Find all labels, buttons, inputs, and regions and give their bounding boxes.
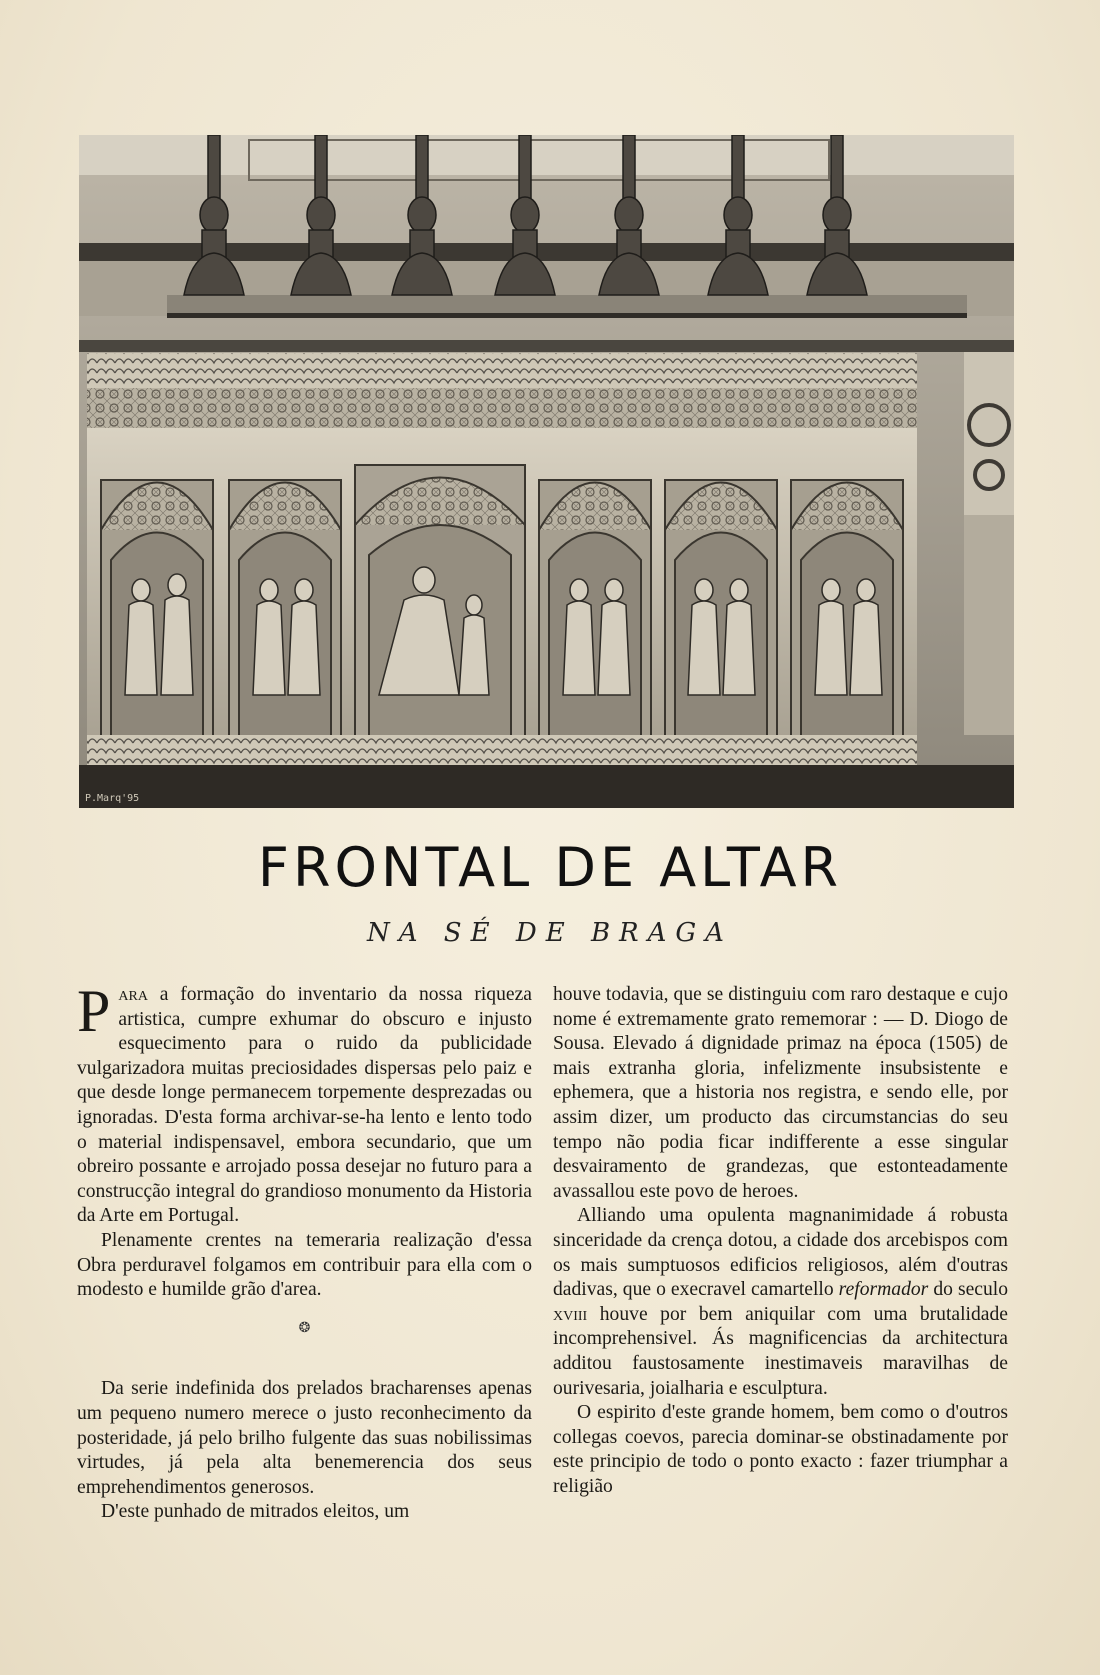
- paragraph-4: D'este punhado de mitrados eleitos, um: [101, 1501, 410, 1523]
- paragraph-intro: [77, 978, 532, 1229]
- altar-frontal-photograph: [79, 135, 1014, 808]
- intro-smallcaps: ara: [118, 984, 148, 1005]
- paragraph-3: Da serie indefinida dos prelados bracharenses apenas um pequeno numero merece o justo reconhecimento da posteridade, já pelo brilho fulgente das suas nobilissimas virtudes, já pela alta benemerencia dos seus emprehendimentos generosos.: [77, 1378, 532, 1498]
- intro-text: a formação do inventario da nossa riqueza artistica, cumpre exhumar do obscuro e injusto esquecimento para o ruido da publicidade vulgarizadora muitas preciosidades dispersas pelo paiz e que desde longe permanecem torpemente desprezadas ou ignoradas. D'esta forma archivar-se-ha lento e lento todo o material indispensavel, embora secundario, que um obreiro possante e arrojado possa desejar no futuro para a construcção integral do grandioso monumento da Historia da Arte em Portugal.: [77, 984, 532, 1227]
- article-subtitle: NA SÉ DE BRAGA: [367, 918, 733, 948]
- article-title: FRONTAL DE ALTAR: [257, 836, 843, 899]
- section-ornament: ❂: [298, 1320, 311, 1336]
- century-numeral: xviii: [553, 1303, 588, 1325]
- paragraph-alliando: [553, 1204, 1008, 1401]
- engraver-signature: P.Marq'95: [85, 793, 140, 804]
- alliando-text-b: do seculo: [928, 1279, 1009, 1301]
- paragraph-2: Plenamente crentes na temeraria realização d'essa Obra perduravel folgamos em contribuir para ella com o modesto e humilde grão d'area.: [77, 1229, 532, 1301]
- altar-illustration: [79, 135, 1014, 808]
- alliando-text-c: houve por bem aniquilar com uma brutalidade incomprehensivel. Ás magnificencias da architectura additou faustosamente inestimaveis maravilhas de ourivesaria, joialharia e esculptura.: [553, 1303, 1008, 1399]
- paragraph-continued: houve todavia, que se distinguiu com raro destaque e cujo nome é extremamente grato rememorar : — D. Diogo de Sousa. Elevado á dignidade primaz na época (1505) de mais extranha gloria, infelizmente insubsistente e ephemera, que a historia nos registra, e sendo elle, por assim dizer, um producto das circumstancias do seu tempo não podia ficar indifferente a esse singular desvairamento de grandezas, que estonteadamente avassallou este povo de heroes.: [553, 984, 1008, 1202]
- right-column: [553, 983, 1008, 1499]
- paragraph-espirito: O espirito d'este grande homem, bem como o d'outros collegas coevos, parecia dominar-se obstinadamente por este principio de todo o ponto exacto : fazer triumphar a religião: [553, 1402, 1008, 1497]
- alliando-text-a: Alliando uma opulenta magnanimidade á robusta sinceridade da crença dotou, a cidade dos arcebispos com os mais sumptuosos edificios religiosos, além d'outras dadivas, que o execravel camartello: [553, 1205, 1008, 1301]
- left-column: [77, 978, 532, 1525]
- alliando-emphasis: reformador: [838, 1279, 929, 1301]
- drop-cap: P: [77, 978, 111, 1044]
